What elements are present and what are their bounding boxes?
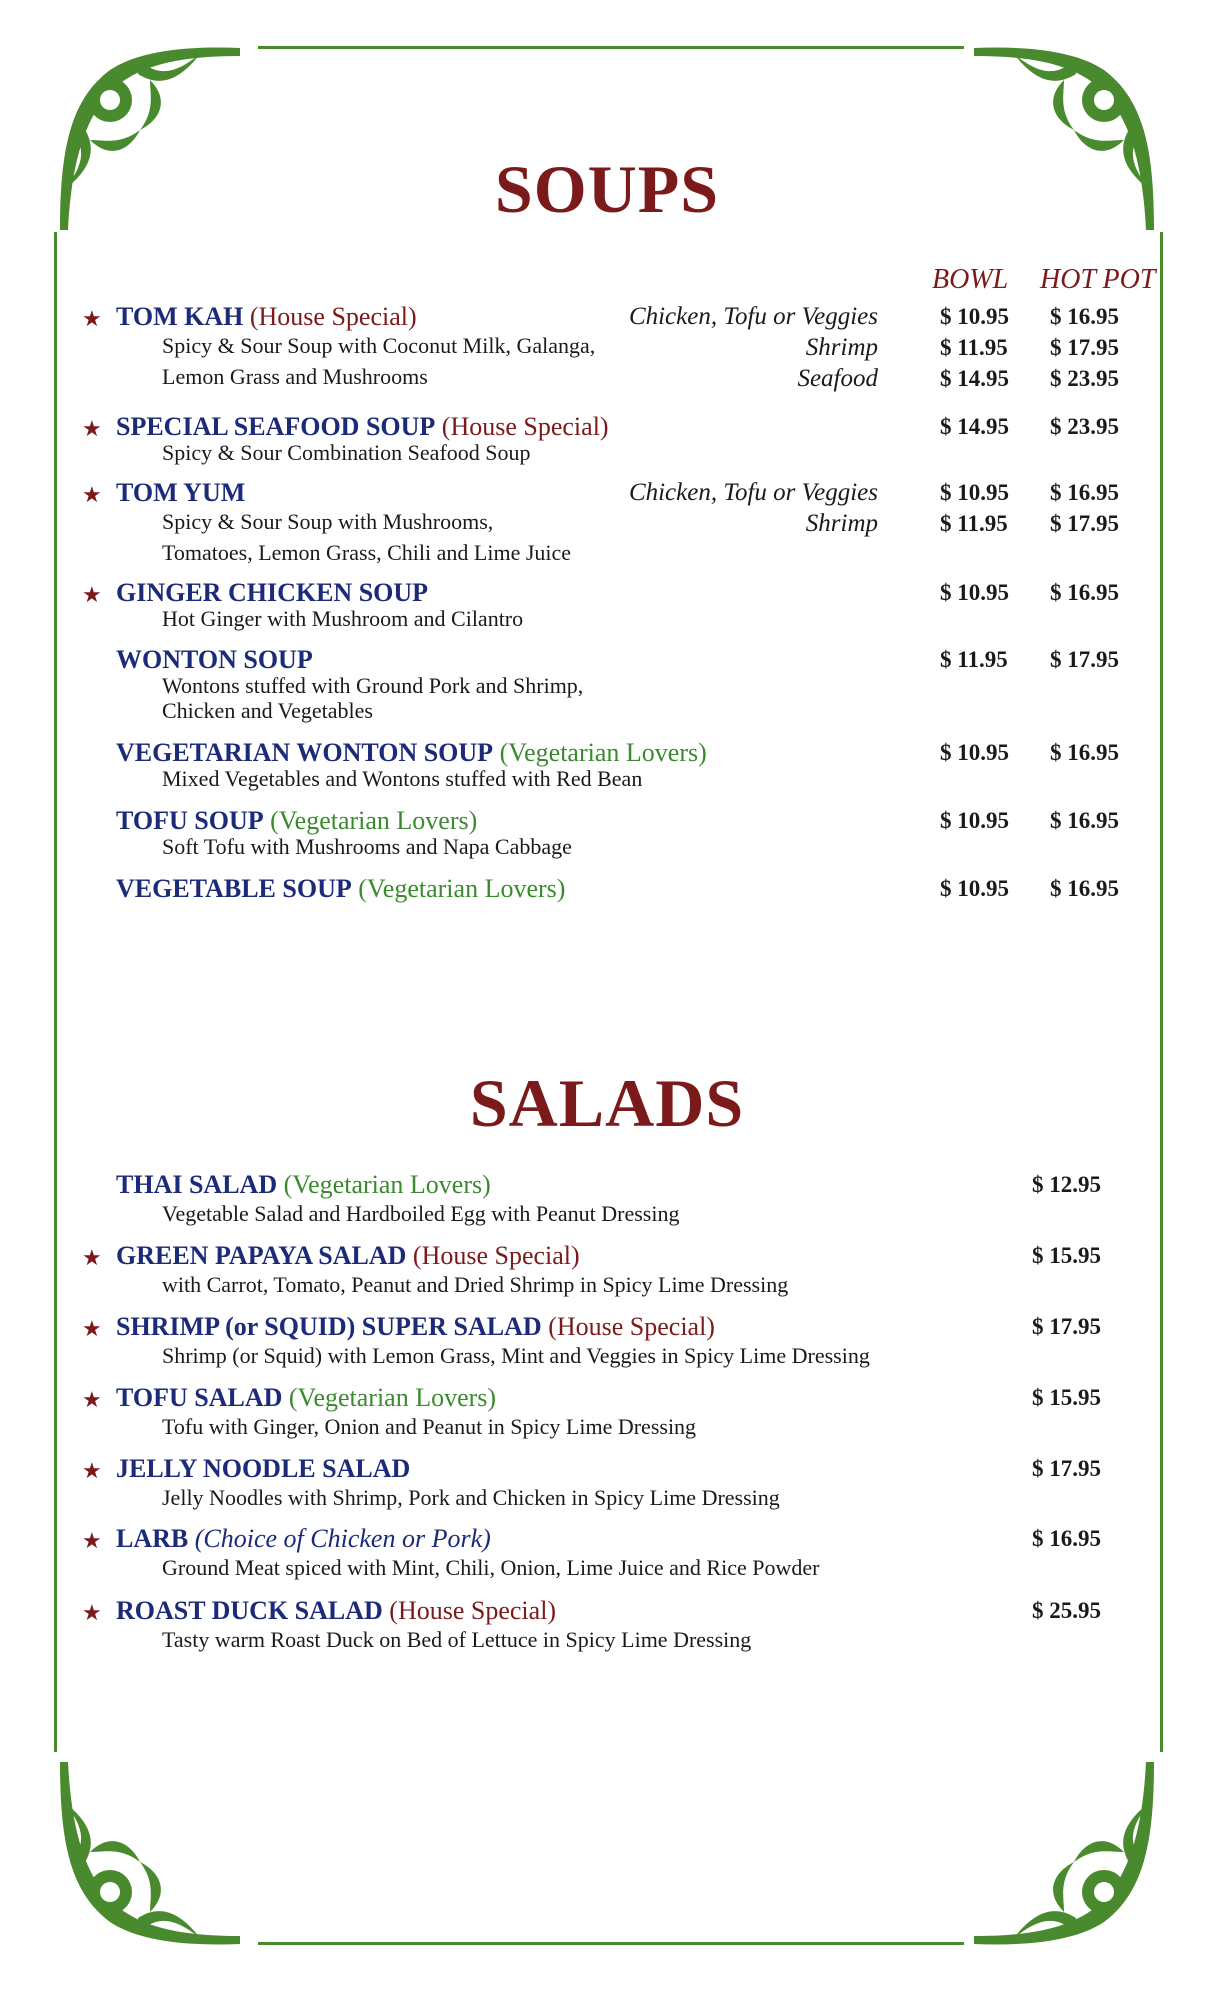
salad-item-tag: (House Special) bbox=[389, 1596, 557, 1625]
salad-price: $ 15.95 bbox=[1032, 1243, 1101, 1268]
soup-item-title: VEGETABLE SOUP bbox=[116, 874, 352, 903]
soup-item-title: GINGER CHICKEN SOUP bbox=[116, 578, 429, 607]
soups-title: SOUPS bbox=[494, 151, 720, 227]
soup-item-name bbox=[116, 478, 245, 508]
house-special-star-icon: ★ bbox=[82, 1458, 102, 1483]
soup-item-row bbox=[0, 302, 1214, 336]
soup-item-name bbox=[116, 738, 707, 768]
soup-item-description: Tomatoes, Lemon Grass, Chili and Lime Juice bbox=[162, 540, 572, 565]
salad-item-description: Tofu with Ginger, Onion and Peanut in Spicy Lime Dressing bbox=[162, 1414, 697, 1439]
soup-item-description: Wontons stuffed with Ground Pork and Shrimp, bbox=[162, 673, 584, 698]
soup-hotpot-price: $ 17.95 bbox=[1050, 335, 1119, 360]
salad-item-name bbox=[116, 1170, 491, 1200]
soup-option-label: Chicken, Tofu or Veggies bbox=[628, 303, 878, 330]
soup-item-name bbox=[116, 874, 565, 904]
salad-item-tag: (Vegetarian Lovers) bbox=[288, 1383, 497, 1412]
soup-item-tag: (House Special) bbox=[441, 412, 609, 441]
soup-hotpot-price: $ 16.95 bbox=[1050, 304, 1119, 329]
soup-bowl-price: $ 14.95 bbox=[940, 366, 1009, 391]
soup-bowl-price: $ 10.95 bbox=[940, 740, 1009, 765]
salad-price: $ 12.95 bbox=[1032, 1172, 1101, 1197]
soup-bowl-price: $ 14.95 bbox=[940, 414, 1009, 439]
frame-top-line bbox=[258, 46, 964, 49]
salad-price: $ 17.95 bbox=[1032, 1314, 1101, 1339]
house-special-star-icon: ★ bbox=[82, 482, 102, 507]
salad-item-name bbox=[116, 1241, 580, 1271]
soup-item-tag: (Vegetarian Lovers) bbox=[358, 874, 566, 903]
soup-hotpot-price: $ 16.95 bbox=[1050, 740, 1119, 765]
salad-item-name bbox=[116, 1312, 715, 1342]
soup-item-description: Soft Tofu with Mushrooms and Napa Cabbage bbox=[162, 834, 572, 859]
salad-item-description: with Carrot, Tomato, Peanut and Dried Shrimp in Spicy Lime Dressing bbox=[162, 1272, 789, 1297]
salad-item-name bbox=[116, 1596, 556, 1626]
corner-ornament-bottom-right bbox=[964, 1752, 1164, 1952]
soup-bowl-price: $ 11.95 bbox=[940, 647, 1008, 672]
bowl-column-header: BOWL bbox=[932, 264, 1009, 295]
soup-item-name bbox=[116, 806, 477, 836]
salad-price: $ 16.95 bbox=[1032, 1526, 1101, 1551]
house-special-star-icon: ★ bbox=[82, 416, 102, 441]
soup-item-description: Lemon Grass and Mushrooms bbox=[162, 364, 428, 389]
salad-item-title: TOFU SALAD bbox=[116, 1383, 283, 1412]
soup-item-title: TOM YUM bbox=[116, 478, 246, 507]
salad-item-tag: (House Special) bbox=[412, 1241, 580, 1270]
salad-price: $ 15.95 bbox=[1032, 1385, 1101, 1410]
soup-item-tag: (Vegetarian Lovers) bbox=[499, 738, 707, 767]
salad-item-title: ROAST DUCK SALAD bbox=[116, 1596, 383, 1625]
soup-bowl-price: $ 10.95 bbox=[940, 580, 1009, 605]
salad-item-title: SHRIMP (or SQUID) SUPER SALAD bbox=[116, 1312, 542, 1341]
soup-hotpot-price: $ 16.95 bbox=[1050, 480, 1119, 505]
soup-hotpot-price: $ 17.95 bbox=[1050, 511, 1119, 536]
soup-item-title: TOM KAH bbox=[116, 302, 244, 331]
salad-item-name bbox=[116, 1454, 410, 1484]
soup-hotpot-price: $ 16.95 bbox=[1050, 876, 1119, 901]
salad-item-description: Vegetable Salad and Hardboiled Egg with Peanut Dressing bbox=[162, 1201, 680, 1226]
soup-item-row bbox=[0, 874, 1214, 908]
frame-bottom-line bbox=[258, 1942, 964, 1945]
soup-item-title: SPECIAL SEAFOOD SOUP bbox=[116, 412, 436, 441]
house-special-star-icon: ★ bbox=[82, 1245, 102, 1270]
salad-item-tag: (Vegetarian Lovers) bbox=[283, 1170, 491, 1199]
soup-hotpot-price: $ 23.95 bbox=[1050, 366, 1119, 391]
soup-item-tag: (Vegetarian Lovers) bbox=[270, 806, 478, 835]
house-special-star-icon: ★ bbox=[82, 1387, 102, 1412]
house-special-star-icon: ★ bbox=[82, 1528, 102, 1553]
soup-bowl-price: $ 10.95 bbox=[940, 480, 1009, 505]
soup-item-description: Mixed Vegetables and Wontons stuffed with Red Bean bbox=[162, 766, 643, 791]
soup-item-row bbox=[0, 478, 1214, 512]
salad-price: $ 25.95 bbox=[1032, 1598, 1101, 1623]
salad-item-description: Ground Meat spiced with Mint, Chili, Onion, Lime Juice and Rice Powder bbox=[162, 1555, 820, 1580]
soup-item-title: WONTON SOUP bbox=[116, 645, 313, 674]
soup-hotpot-price: $ 16.95 bbox=[1050, 808, 1119, 833]
salad-price: $ 17.95 bbox=[1032, 1456, 1101, 1481]
soup-item-description: Spicy & Sour Soup with Coconut Milk, Galanga, bbox=[162, 333, 596, 358]
soup-bowl-price: $ 11.95 bbox=[940, 335, 1008, 360]
soup-bowl-price: $ 10.95 bbox=[940, 808, 1009, 833]
soup-item-name bbox=[116, 302, 417, 332]
salad-item-name bbox=[116, 1383, 496, 1413]
salad-item-title: LARB bbox=[116, 1524, 189, 1553]
salad-item-description: Jelly Noodles with Shrimp, Pork and Chicken in Spicy Lime Dressing bbox=[162, 1485, 780, 1510]
salad-item-tag: (House Special) bbox=[548, 1312, 715, 1341]
salad-item-title: THAI SALAD bbox=[116, 1170, 278, 1199]
house-special-star-icon: ★ bbox=[82, 306, 102, 331]
soup-item-name bbox=[116, 645, 313, 675]
salad-item-description: Shrimp (or Squid) with Lemon Grass, Mint and Veggies in Spicy Lime Dressing bbox=[162, 1343, 870, 1368]
soup-item-title: TOFU SOUP bbox=[116, 806, 264, 835]
soup-item-description: Chicken and Vegetables bbox=[162, 698, 373, 723]
soup-item-description: Spicy & Sour Combination Seafood Soup bbox=[162, 440, 531, 465]
soup-hotpot-price: $ 16.95 bbox=[1050, 580, 1119, 605]
soup-bowl-price: $ 10.95 bbox=[940, 304, 1009, 329]
soup-item-description: Hot Ginger with Mushroom and Cilantro bbox=[162, 606, 524, 631]
salads-title: SALADS bbox=[469, 1065, 745, 1141]
salad-item-title: GREEN PAPAYA SALAD bbox=[116, 1241, 407, 1270]
soup-option-label: Seafood bbox=[797, 365, 878, 392]
salad-item-name bbox=[116, 1524, 491, 1554]
soup-option-label: Chicken, Tofu or Veggies bbox=[628, 479, 878, 506]
soup-bowl-price: $ 11.95 bbox=[940, 511, 1008, 536]
salad-item-tag: (Choice of Chicken or Pork) bbox=[194, 1524, 491, 1553]
salad-item-description: Tasty warm Roast Duck on Bed of Lettuce in Spicy Lime Dressing bbox=[162, 1627, 752, 1652]
house-special-star-icon: ★ bbox=[82, 1600, 102, 1625]
soup-hotpot-price: $ 17.95 bbox=[1050, 647, 1119, 672]
soup-item-title: VEGETARIAN WONTON SOUP bbox=[116, 738, 494, 767]
house-special-star-icon: ★ bbox=[82, 582, 102, 607]
soup-hotpot-price: $ 23.95 bbox=[1050, 414, 1119, 439]
soup-item-name bbox=[116, 412, 609, 442]
salad-item-title: JELLY NOODLE SALAD bbox=[116, 1454, 411, 1483]
house-special-star-icon: ★ bbox=[82, 1316, 102, 1341]
soup-item-description: Spicy & Sour Soup with Mushrooms, bbox=[162, 509, 494, 534]
hotpot-column-header: HOT POT bbox=[1040, 264, 1156, 295]
soup-item-tag: (House Special) bbox=[249, 302, 417, 331]
soup-item-name bbox=[116, 578, 428, 608]
soup-option-label: Shrimp bbox=[805, 334, 878, 361]
soup-bowl-price: $ 10.95 bbox=[940, 876, 1009, 901]
soup-option-label: Shrimp bbox=[805, 510, 878, 537]
corner-ornament-bottom-left bbox=[50, 1752, 250, 1952]
